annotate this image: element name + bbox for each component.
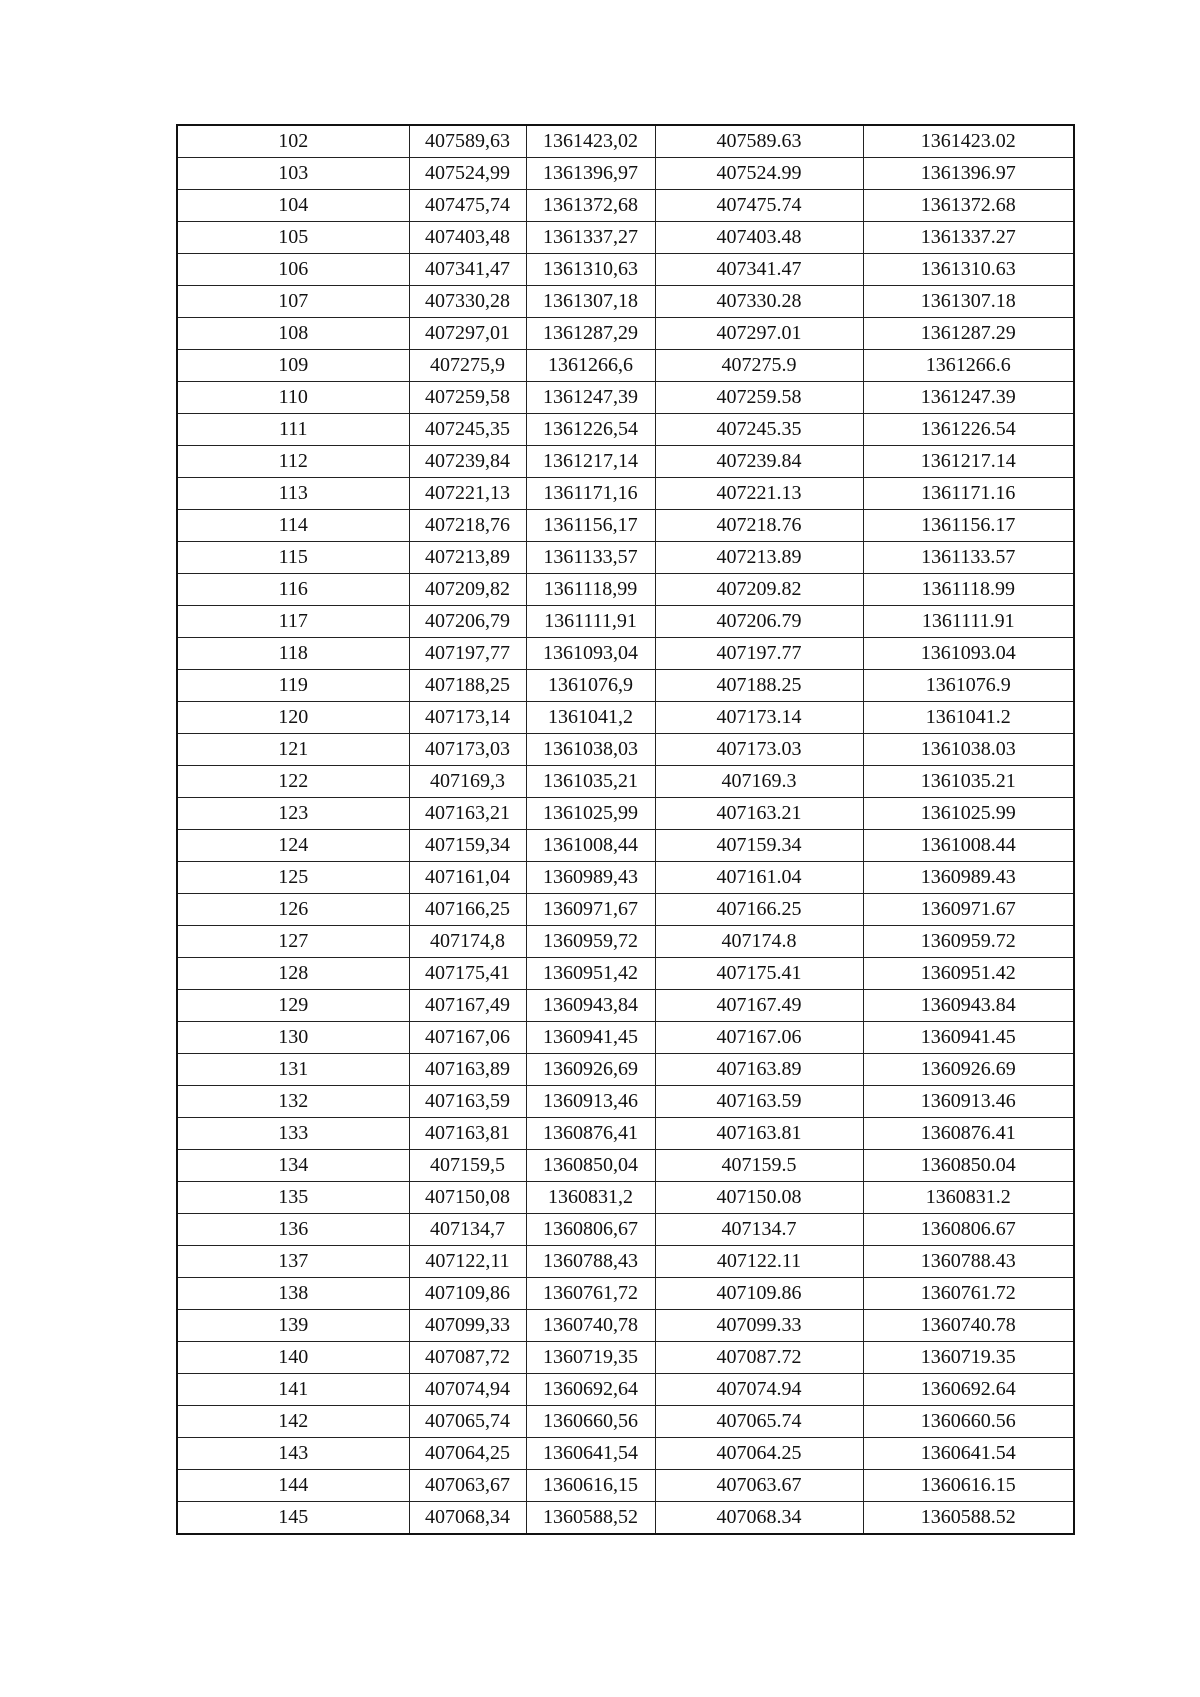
- point-number-cell: 128: [177, 958, 409, 990]
- y-comma-cell: 1361247,39: [526, 382, 655, 414]
- y-comma-cell: 1360788,43: [526, 1246, 655, 1278]
- table-row: [177, 1214, 1074, 1246]
- table-row: [177, 1470, 1074, 1502]
- y-dot-cell: 1360788.43: [863, 1246, 1074, 1278]
- x-dot-cell: 407064.25: [655, 1438, 863, 1470]
- y-dot-cell: 1361118.99: [863, 574, 1074, 606]
- x-dot-cell: 407403.48: [655, 222, 863, 254]
- y-dot-cell: 1360989.43: [863, 862, 1074, 894]
- x-comma-cell: 407109,86: [409, 1278, 526, 1310]
- x-dot-cell: 407330.28: [655, 286, 863, 318]
- x-dot-cell: 407161.04: [655, 862, 863, 894]
- y-comma-cell: 1360850,04: [526, 1150, 655, 1182]
- x-comma-cell: 407074,94: [409, 1374, 526, 1406]
- x-comma-cell: 407330,28: [409, 286, 526, 318]
- y-dot-cell: 1360831.2: [863, 1182, 1074, 1214]
- x-comma-cell: 407150,08: [409, 1182, 526, 1214]
- point-number-cell: 120: [177, 702, 409, 734]
- y-comma-cell: 1361008,44: [526, 830, 655, 862]
- y-dot-cell: 1361266.6: [863, 350, 1074, 382]
- x-dot-cell: 407150.08: [655, 1182, 863, 1214]
- table-row: [177, 158, 1074, 190]
- x-comma-cell: 407122,11: [409, 1246, 526, 1278]
- y-dot-cell: 1360588.52: [863, 1502, 1074, 1535]
- x-dot-cell: 407159.34: [655, 830, 863, 862]
- x-dot-cell: 407213.89: [655, 542, 863, 574]
- y-dot-cell: 1360740.78: [863, 1310, 1074, 1342]
- y-comma-cell: 1360951,42: [526, 958, 655, 990]
- x-dot-cell: 407163.81: [655, 1118, 863, 1150]
- table-row: [177, 1278, 1074, 1310]
- point-number-cell: 106: [177, 254, 409, 286]
- table-row: [177, 1310, 1074, 1342]
- y-comma-cell: 1360692,64: [526, 1374, 655, 1406]
- y-comma-cell: 1360926,69: [526, 1054, 655, 1086]
- point-number-cell: 145: [177, 1502, 409, 1535]
- point-number-cell: 117: [177, 606, 409, 638]
- y-comma-cell: 1361111,91: [526, 606, 655, 638]
- table-row: [177, 1406, 1074, 1438]
- x-comma-cell: 407167,06: [409, 1022, 526, 1054]
- y-comma-cell: 1360660,56: [526, 1406, 655, 1438]
- x-dot-cell: 407166.25: [655, 894, 863, 926]
- table-row: [177, 1438, 1074, 1470]
- y-dot-cell: 1360850.04: [863, 1150, 1074, 1182]
- y-comma-cell: 1361226,54: [526, 414, 655, 446]
- table-row: [177, 382, 1074, 414]
- y-comma-cell: 1360740,78: [526, 1310, 655, 1342]
- y-dot-cell: 1360913.46: [863, 1086, 1074, 1118]
- point-number-cell: 108: [177, 318, 409, 350]
- point-number-cell: 134: [177, 1150, 409, 1182]
- table-row: [177, 222, 1074, 254]
- point-number-cell: 109: [177, 350, 409, 382]
- x-comma-cell: 407213,89: [409, 542, 526, 574]
- point-number-cell: 121: [177, 734, 409, 766]
- table-row: [177, 1342, 1074, 1374]
- y-dot-cell: 1361093.04: [863, 638, 1074, 670]
- x-dot-cell: 407175.41: [655, 958, 863, 990]
- x-dot-cell: 407475.74: [655, 190, 863, 222]
- y-comma-cell: 1361156,17: [526, 510, 655, 542]
- x-comma-cell: 407475,74: [409, 190, 526, 222]
- y-dot-cell: 1361111.91: [863, 606, 1074, 638]
- y-dot-cell: 1361423.02: [863, 125, 1074, 158]
- x-comma-cell: 407166,25: [409, 894, 526, 926]
- y-comma-cell: 1361396,97: [526, 158, 655, 190]
- coordinates-table-body: [177, 125, 1074, 1534]
- y-comma-cell: 1361118,99: [526, 574, 655, 606]
- x-dot-cell: 407068.34: [655, 1502, 863, 1535]
- y-comma-cell: 1361025,99: [526, 798, 655, 830]
- x-comma-cell: 407275,9: [409, 350, 526, 382]
- point-number-cell: 115: [177, 542, 409, 574]
- y-comma-cell: 1361337,27: [526, 222, 655, 254]
- y-dot-cell: 1361025.99: [863, 798, 1074, 830]
- y-comma-cell: 1360943,84: [526, 990, 655, 1022]
- table-row: [177, 190, 1074, 222]
- x-comma-cell: 407188,25: [409, 670, 526, 702]
- x-dot-cell: 407065.74: [655, 1406, 863, 1438]
- x-comma-cell: 407175,41: [409, 958, 526, 990]
- x-dot-cell: 407163.59: [655, 1086, 863, 1118]
- y-dot-cell: 1360876.41: [863, 1118, 1074, 1150]
- y-dot-cell: 1360641.54: [863, 1438, 1074, 1470]
- y-dot-cell: 1361133.57: [863, 542, 1074, 574]
- x-comma-cell: 407161,04: [409, 862, 526, 894]
- point-number-cell: 124: [177, 830, 409, 862]
- point-number-cell: 114: [177, 510, 409, 542]
- table-row: [177, 638, 1074, 670]
- x-dot-cell: 407134.7: [655, 1214, 863, 1246]
- table-row: [177, 318, 1074, 350]
- x-comma-cell: 407589,63: [409, 125, 526, 158]
- y-dot-cell: 1361226.54: [863, 414, 1074, 446]
- table-row: [177, 414, 1074, 446]
- point-number-cell: 141: [177, 1374, 409, 1406]
- point-number-cell: 125: [177, 862, 409, 894]
- point-number-cell: 133: [177, 1118, 409, 1150]
- y-comma-cell: 1361038,03: [526, 734, 655, 766]
- x-dot-cell: 407218.76: [655, 510, 863, 542]
- table-row: [177, 990, 1074, 1022]
- point-number-cell: 138: [177, 1278, 409, 1310]
- x-dot-cell: 407589.63: [655, 125, 863, 158]
- coordinates-table: [176, 124, 1075, 1535]
- y-dot-cell: 1361247.39: [863, 382, 1074, 414]
- point-number-cell: 116: [177, 574, 409, 606]
- point-number-cell: 142: [177, 1406, 409, 1438]
- table-row: [177, 574, 1074, 606]
- table-row: [177, 1246, 1074, 1278]
- y-comma-cell: 1361093,04: [526, 638, 655, 670]
- point-number-cell: 143: [177, 1438, 409, 1470]
- table-row: [177, 958, 1074, 990]
- y-comma-cell: 1360616,15: [526, 1470, 655, 1502]
- table-row: [177, 510, 1074, 542]
- x-comma-cell: 407197,77: [409, 638, 526, 670]
- x-comma-cell: 407174,8: [409, 926, 526, 958]
- x-comma-cell: 407167,49: [409, 990, 526, 1022]
- x-comma-cell: 407134,7: [409, 1214, 526, 1246]
- x-comma-cell: 407064,25: [409, 1438, 526, 1470]
- x-comma-cell: 407297,01: [409, 318, 526, 350]
- table-row: [177, 606, 1074, 638]
- point-number-cell: 112: [177, 446, 409, 478]
- x-dot-cell: 407341.47: [655, 254, 863, 286]
- table-row: [177, 1150, 1074, 1182]
- x-dot-cell: 407163.21: [655, 798, 863, 830]
- x-dot-cell: 407109.86: [655, 1278, 863, 1310]
- x-comma-cell: 407173,14: [409, 702, 526, 734]
- x-dot-cell: 407167.49: [655, 990, 863, 1022]
- y-comma-cell: 1360761,72: [526, 1278, 655, 1310]
- point-number-cell: 105: [177, 222, 409, 254]
- point-number-cell: 111: [177, 414, 409, 446]
- point-number-cell: 137: [177, 1246, 409, 1278]
- x-comma-cell: 407524,99: [409, 158, 526, 190]
- point-number-cell: 129: [177, 990, 409, 1022]
- y-comma-cell: 1361133,57: [526, 542, 655, 574]
- table-row: [177, 1374, 1074, 1406]
- y-comma-cell: 1360941,45: [526, 1022, 655, 1054]
- table-row: [177, 1086, 1074, 1118]
- y-comma-cell: 1361217,14: [526, 446, 655, 478]
- x-dot-cell: 407122.11: [655, 1246, 863, 1278]
- table-row: [177, 734, 1074, 766]
- y-comma-cell: 1361041,2: [526, 702, 655, 734]
- x-dot-cell: 407297.01: [655, 318, 863, 350]
- y-comma-cell: 1360876,41: [526, 1118, 655, 1150]
- y-comma-cell: 1360989,43: [526, 862, 655, 894]
- x-comma-cell: 407163,59: [409, 1086, 526, 1118]
- y-dot-cell: 1360692.64: [863, 1374, 1074, 1406]
- x-comma-cell: 407259,58: [409, 382, 526, 414]
- x-comma-cell: 407209,82: [409, 574, 526, 606]
- table-row: [177, 1502, 1074, 1535]
- y-dot-cell: 1361287.29: [863, 318, 1074, 350]
- y-comma-cell: 1361076,9: [526, 670, 655, 702]
- x-dot-cell: 407173.03: [655, 734, 863, 766]
- x-dot-cell: 407197.77: [655, 638, 863, 670]
- table-row: [177, 286, 1074, 318]
- point-number-cell: 127: [177, 926, 409, 958]
- y-comma-cell: 1360831,2: [526, 1182, 655, 1214]
- y-comma-cell: 1361035,21: [526, 766, 655, 798]
- y-dot-cell: 1360959.72: [863, 926, 1074, 958]
- point-number-cell: 135: [177, 1182, 409, 1214]
- table-row: [177, 766, 1074, 798]
- table-row: [177, 926, 1074, 958]
- point-number-cell: 107: [177, 286, 409, 318]
- y-dot-cell: 1361035.21: [863, 766, 1074, 798]
- x-dot-cell: 407239.84: [655, 446, 863, 478]
- table-row: [177, 702, 1074, 734]
- x-comma-cell: 407341,47: [409, 254, 526, 286]
- table-row: [177, 862, 1074, 894]
- point-number-cell: 130: [177, 1022, 409, 1054]
- table-row: [177, 830, 1074, 862]
- x-dot-cell: 407174.8: [655, 926, 863, 958]
- point-number-cell: 110: [177, 382, 409, 414]
- y-dot-cell: 1361372.68: [863, 190, 1074, 222]
- table-row: [177, 478, 1074, 510]
- y-dot-cell: 1360761.72: [863, 1278, 1074, 1310]
- y-comma-cell: 1360959,72: [526, 926, 655, 958]
- x-dot-cell: 407167.06: [655, 1022, 863, 1054]
- x-comma-cell: 407239,84: [409, 446, 526, 478]
- point-number-cell: 136: [177, 1214, 409, 1246]
- x-dot-cell: 407221.13: [655, 478, 863, 510]
- y-dot-cell: 1361041.2: [863, 702, 1074, 734]
- x-dot-cell: 407163.89: [655, 1054, 863, 1086]
- y-comma-cell: 1360971,67: [526, 894, 655, 926]
- x-comma-cell: 407068,34: [409, 1502, 526, 1535]
- x-dot-cell: 407245.35: [655, 414, 863, 446]
- table-row: [177, 350, 1074, 382]
- table-row: [177, 1022, 1074, 1054]
- x-dot-cell: 407074.94: [655, 1374, 863, 1406]
- y-dot-cell: 1360719.35: [863, 1342, 1074, 1374]
- x-dot-cell: 407524.99: [655, 158, 863, 190]
- y-dot-cell: 1361307.18: [863, 286, 1074, 318]
- y-dot-cell: 1361008.44: [863, 830, 1074, 862]
- table-row: [177, 1182, 1074, 1214]
- x-comma-cell: 407099,33: [409, 1310, 526, 1342]
- y-comma-cell: 1360641,54: [526, 1438, 655, 1470]
- y-comma-cell: 1360719,35: [526, 1342, 655, 1374]
- x-comma-cell: 407245,35: [409, 414, 526, 446]
- x-comma-cell: 407221,13: [409, 478, 526, 510]
- x-comma-cell: 407218,76: [409, 510, 526, 542]
- y-dot-cell: 1361337.27: [863, 222, 1074, 254]
- x-comma-cell: 407163,89: [409, 1054, 526, 1086]
- point-number-cell: 140: [177, 1342, 409, 1374]
- table-row: [177, 1054, 1074, 1086]
- y-dot-cell: 1360616.15: [863, 1470, 1074, 1502]
- x-dot-cell: 407063.67: [655, 1470, 863, 1502]
- y-comma-cell: 1361171,16: [526, 478, 655, 510]
- point-number-cell: 123: [177, 798, 409, 830]
- table-row: [177, 125, 1074, 158]
- x-dot-cell: 407188.25: [655, 670, 863, 702]
- x-comma-cell: 407403,48: [409, 222, 526, 254]
- y-dot-cell: 1360926.69: [863, 1054, 1074, 1086]
- x-dot-cell: 407206.79: [655, 606, 863, 638]
- point-number-cell: 118: [177, 638, 409, 670]
- table-row: [177, 254, 1074, 286]
- x-dot-cell: 407159.5: [655, 1150, 863, 1182]
- point-number-cell: 126: [177, 894, 409, 926]
- x-dot-cell: 407209.82: [655, 574, 863, 606]
- point-number-cell: 102: [177, 125, 409, 158]
- x-dot-cell: 407275.9: [655, 350, 863, 382]
- y-comma-cell: 1361287,29: [526, 318, 655, 350]
- x-dot-cell: 407087.72: [655, 1342, 863, 1374]
- y-comma-cell: 1361307,18: [526, 286, 655, 318]
- x-comma-cell: 407159,5: [409, 1150, 526, 1182]
- table-row: [177, 798, 1074, 830]
- y-comma-cell: 1361423,02: [526, 125, 655, 158]
- y-dot-cell: 1361171.16: [863, 478, 1074, 510]
- x-comma-cell: 407163,81: [409, 1118, 526, 1150]
- table-row: [177, 670, 1074, 702]
- x-dot-cell: 407169.3: [655, 766, 863, 798]
- y-dot-cell: 1360941.45: [863, 1022, 1074, 1054]
- y-comma-cell: 1360913,46: [526, 1086, 655, 1118]
- y-comma-cell: 1360588,52: [526, 1502, 655, 1535]
- y-dot-cell: 1360951.42: [863, 958, 1074, 990]
- table-row: [177, 894, 1074, 926]
- y-dot-cell: 1360660.56: [863, 1406, 1074, 1438]
- point-number-cell: 104: [177, 190, 409, 222]
- y-dot-cell: 1361038.03: [863, 734, 1074, 766]
- x-dot-cell: 407173.14: [655, 702, 863, 734]
- y-dot-cell: 1360806.67: [863, 1214, 1074, 1246]
- y-dot-cell: 1361396.97: [863, 158, 1074, 190]
- x-comma-cell: 407206,79: [409, 606, 526, 638]
- x-comma-cell: 407173,03: [409, 734, 526, 766]
- y-dot-cell: 1361217.14: [863, 446, 1074, 478]
- point-number-cell: 122: [177, 766, 409, 798]
- point-number-cell: 113: [177, 478, 409, 510]
- y-dot-cell: 1361076.9: [863, 670, 1074, 702]
- x-comma-cell: 407065,74: [409, 1406, 526, 1438]
- y-comma-cell: 1360806,67: [526, 1214, 655, 1246]
- x-dot-cell: 407099.33: [655, 1310, 863, 1342]
- y-dot-cell: 1360971.67: [863, 894, 1074, 926]
- y-dot-cell: 1360943.84: [863, 990, 1074, 1022]
- point-number-cell: 144: [177, 1470, 409, 1502]
- y-comma-cell: 1361310,63: [526, 254, 655, 286]
- table-row: [177, 1118, 1074, 1150]
- table-row: [177, 542, 1074, 574]
- y-dot-cell: 1361156.17: [863, 510, 1074, 542]
- point-number-cell: 103: [177, 158, 409, 190]
- x-comma-cell: 407063,67: [409, 1470, 526, 1502]
- x-comma-cell: 407087,72: [409, 1342, 526, 1374]
- x-comma-cell: 407169,3: [409, 766, 526, 798]
- x-comma-cell: 407159,34: [409, 830, 526, 862]
- point-number-cell: 132: [177, 1086, 409, 1118]
- y-dot-cell: 1361310.63: [863, 254, 1074, 286]
- table-row: [177, 446, 1074, 478]
- y-comma-cell: 1361372,68: [526, 190, 655, 222]
- x-dot-cell: 407259.58: [655, 382, 863, 414]
- point-number-cell: 119: [177, 670, 409, 702]
- point-number-cell: 139: [177, 1310, 409, 1342]
- x-comma-cell: 407163,21: [409, 798, 526, 830]
- point-number-cell: 131: [177, 1054, 409, 1086]
- y-comma-cell: 1361266,6: [526, 350, 655, 382]
